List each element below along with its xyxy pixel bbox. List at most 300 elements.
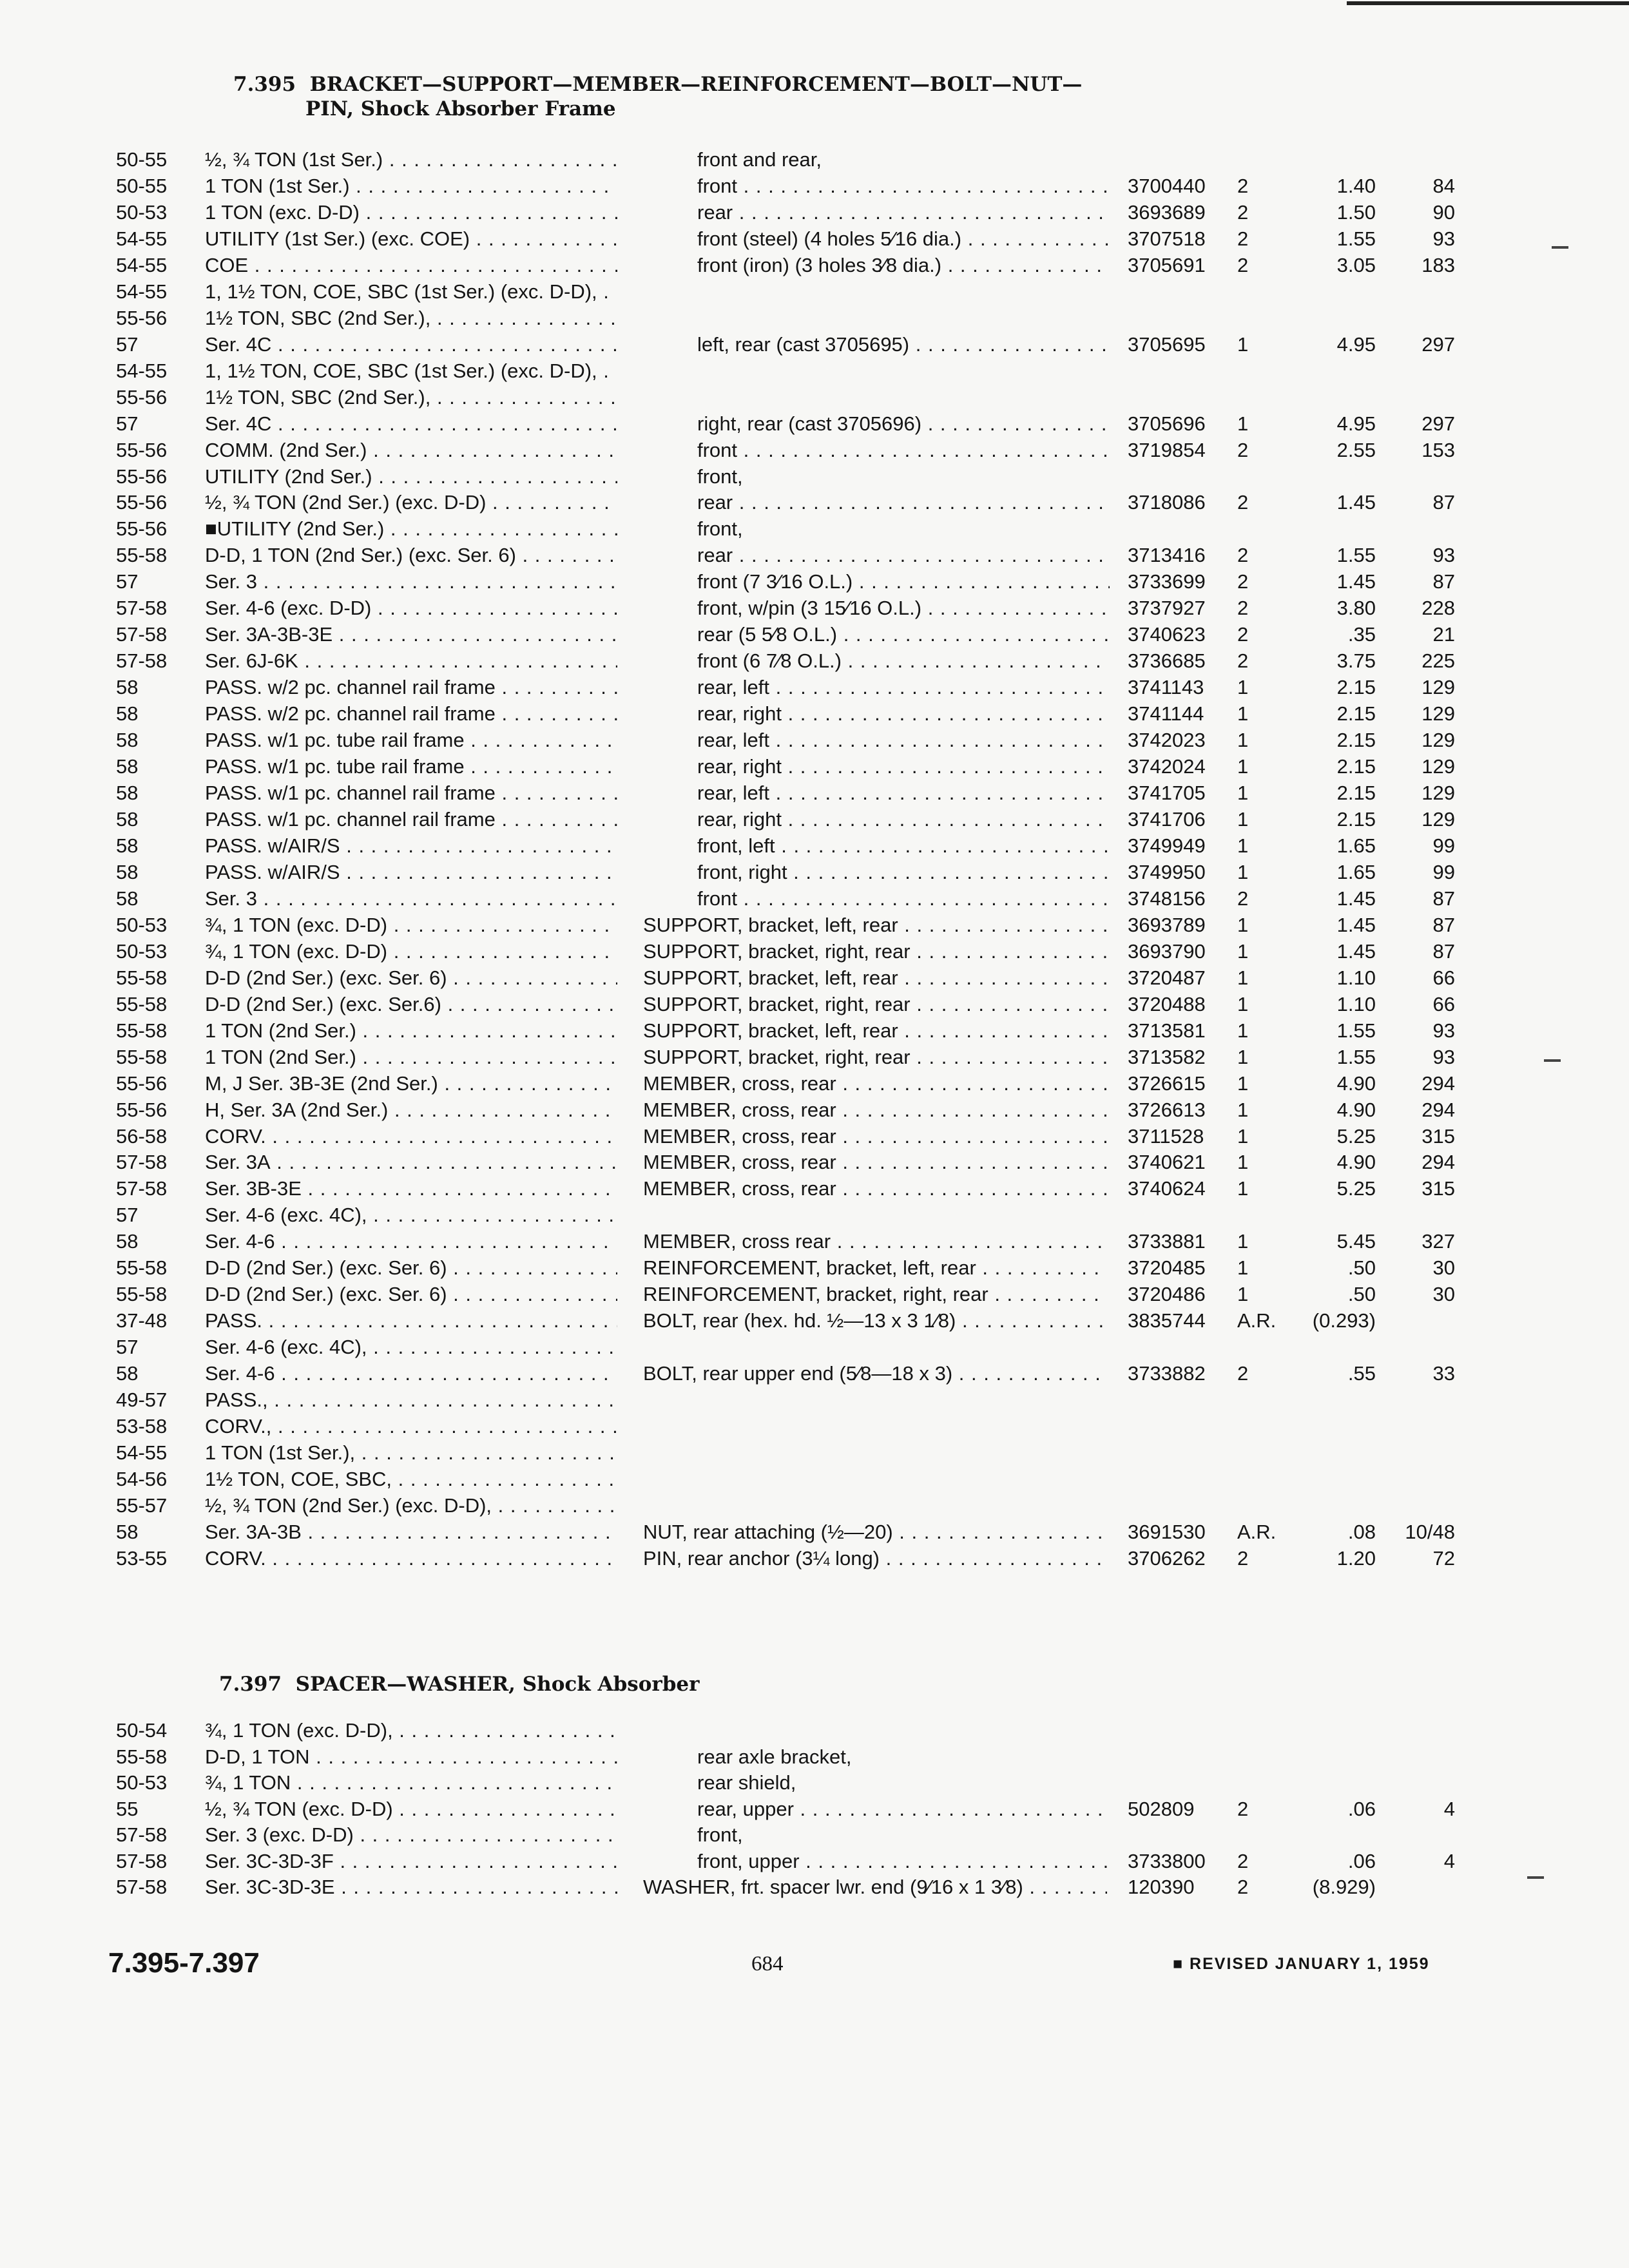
quantity: 1 — [1237, 1151, 1249, 1173]
model-description: Ser. 4-6 (exc. 4C), . . . — [205, 1334, 617, 1360]
part-number: 3749950 — [1128, 861, 1206, 883]
list-price: 4.95 — [1336, 412, 1376, 435]
part-number: 3740623 — [1128, 623, 1206, 646]
part-number: 120390 — [1128, 1876, 1195, 1898]
package-quantity: 10/48 — [1405, 1521, 1455, 1543]
part-description: rear axle bracket, — [697, 1745, 852, 1768]
list-price: 2.15 — [1336, 676, 1376, 698]
model-description: Ser. 3C-3D-3F . . . — [205, 1849, 617, 1874]
list-price: 4.90 — [1336, 1151, 1376, 1173]
part-description: MEMBER, cross, rear . . . — [643, 1097, 1107, 1123]
quantity: 2 — [1237, 887, 1249, 910]
quantity: 1 — [1237, 1177, 1249, 1200]
part-number: 3740624 — [1128, 1177, 1206, 1200]
year-range: 55-56 — [116, 491, 168, 514]
table-row — [0, 279, 1629, 305]
part-description: MEMBER, cross, rear . . . — [643, 1124, 1107, 1149]
year-range: 57-58 — [116, 1823, 168, 1846]
year-range: 55-58 — [116, 1256, 168, 1279]
part-number: 3726613 — [1128, 1099, 1206, 1121]
table-row — [0, 992, 1629, 1017]
year-range: 58 — [116, 1521, 139, 1543]
list-price: 2.15 — [1336, 808, 1376, 831]
part-number: 3693689 — [1128, 201, 1206, 224]
part-number: 3691530 — [1128, 1521, 1206, 1543]
table-row — [0, 543, 1629, 568]
table-row — [0, 305, 1629, 331]
year-range: 57-58 — [116, 623, 168, 646]
model-description: 1 TON (2nd Ser.) . . . — [205, 1044, 617, 1070]
list-price: 1.45 — [1336, 940, 1376, 963]
model-description: ½, ¾ TON (2nd Ser.) (exc. D-D), . . . — [205, 1493, 617, 1519]
package-quantity: 93 — [1432, 227, 1455, 250]
model-description: D-D, 1 TON . . . — [205, 1744, 617, 1770]
package-quantity: 315 — [1422, 1125, 1455, 1148]
quantity: 2 — [1237, 1362, 1249, 1385]
quantity: 2 — [1237, 1850, 1249, 1872]
model-description: Ser. 4-6 . . . — [205, 1229, 617, 1254]
year-range: 54-55 — [116, 280, 168, 303]
quantity: 2 — [1237, 570, 1249, 593]
part-number: 3835744 — [1128, 1309, 1206, 1332]
package-quantity: 129 — [1422, 702, 1455, 725]
year-range: 55-58 — [116, 544, 168, 566]
year-range: 57-58 — [116, 649, 168, 672]
package-quantity: 297 — [1422, 412, 1455, 435]
quantity: 1 — [1237, 782, 1249, 804]
table-row — [0, 437, 1629, 463]
package-quantity: 93 — [1432, 1046, 1455, 1068]
part-number: 3726615 — [1128, 1072, 1206, 1095]
part-description: front, w/pin (3 15⁄16 O.L.) . . . — [697, 595, 1110, 621]
part-description: rear, upper . . . — [697, 1796, 1110, 1822]
year-range: 55-57 — [116, 1494, 168, 1517]
table-row — [0, 648, 1629, 674]
package-quantity: 183 — [1422, 254, 1455, 276]
margin-mark — [1544, 1059, 1561, 1062]
year-range: 58 — [116, 861, 139, 883]
quantity: 2 — [1237, 175, 1249, 197]
part-number: 3711528 — [1128, 1125, 1204, 1148]
package-quantity: 129 — [1422, 808, 1455, 831]
part-number: 3748156 — [1128, 887, 1206, 910]
part-description: rear shield, — [697, 1771, 796, 1794]
model-description: Ser. 3 . . . — [205, 886, 617, 912]
table-row — [0, 1493, 1629, 1519]
table-row — [0, 464, 1629, 490]
part-description: front (steel) (4 holes 5⁄16 dia.) . . . — [697, 226, 1110, 252]
part-number: 3749949 — [1128, 834, 1206, 857]
list-price: 3.75 — [1336, 649, 1376, 672]
year-range: 54-55 — [116, 227, 168, 250]
part-number: 3733882 — [1128, 1362, 1206, 1385]
part-description: front (iron) (3 holes 3⁄8 dia.) . . . — [697, 253, 1110, 278]
quantity: 2 — [1237, 227, 1249, 250]
section-number: 7.395 — [233, 73, 296, 96]
model-description: PASS. w/AIR/S . . . — [205, 860, 617, 885]
section-heading: SPACER—WASHER, Shock Absorber — [295, 1673, 700, 1696]
quantity: 1 — [1237, 1230, 1249, 1253]
quantity: 1 — [1237, 834, 1249, 857]
list-price: 5.45 — [1336, 1230, 1376, 1253]
part-number: 3700440 — [1128, 175, 1206, 197]
part-description: rear, left . . . — [697, 727, 1110, 753]
list-price: 5.25 — [1336, 1125, 1376, 1148]
year-range: 55-58 — [116, 993, 168, 1015]
table-row — [0, 860, 1629, 885]
table-row — [0, 1744, 1629, 1770]
list-price: 1.10 — [1336, 966, 1376, 989]
quantity: A.R. — [1237, 1309, 1277, 1332]
part-description: front, upper . . . — [697, 1849, 1110, 1874]
table-row — [0, 1519, 1629, 1545]
footer-revised-date: ■ REVISED JANUARY 1, 1959 — [1173, 1955, 1430, 1973]
model-description: UTILITY (2nd Ser.) . . . — [205, 464, 617, 490]
table-row — [0, 1255, 1629, 1281]
year-range: 58 — [116, 887, 139, 910]
model-description: ¾, 1 TON (exc. D-D), . . . — [205, 1718, 617, 1744]
package-quantity: 87 — [1432, 914, 1455, 936]
section-title-7-397 — [219, 1672, 699, 1696]
quantity: 1 — [1237, 1046, 1249, 1068]
part-description: front, — [697, 465, 743, 488]
list-price: 2.15 — [1336, 702, 1376, 725]
part-number: 3733800 — [1128, 1850, 1206, 1872]
table-row — [0, 1202, 1629, 1228]
part-description: rear (5 5⁄8 O.L.) . . . — [697, 622, 1110, 648]
part-number: 3693789 — [1128, 914, 1206, 936]
year-range: 56-58 — [116, 1125, 168, 1148]
table-row — [0, 147, 1629, 173]
quantity: 2 — [1237, 544, 1249, 566]
table-row — [0, 1334, 1629, 1360]
part-description: left, rear (cast 3705695) . . . — [697, 332, 1110, 358]
package-quantity: 93 — [1432, 1019, 1455, 1042]
year-range: 37-48 — [116, 1309, 168, 1332]
table-row — [0, 595, 1629, 621]
package-quantity: 99 — [1432, 861, 1455, 883]
table-row — [0, 833, 1629, 859]
table-row — [0, 727, 1629, 753]
year-range: 57-58 — [116, 1850, 168, 1872]
model-description: Ser. 4C . . . — [205, 411, 617, 437]
package-quantity: 228 — [1422, 597, 1455, 619]
table-row — [0, 1414, 1629, 1439]
year-range: 58 — [116, 702, 139, 725]
year-range: 55 — [116, 1798, 139, 1820]
table-row — [0, 675, 1629, 700]
package-quantity: 72 — [1432, 1547, 1455, 1570]
year-range: 57 — [116, 570, 139, 593]
quantity: 1 — [1237, 1125, 1249, 1148]
year-range: 58 — [116, 808, 139, 831]
year-range: 55-58 — [116, 1046, 168, 1068]
quantity: 2 — [1237, 439, 1249, 461]
model-description: D-D (2nd Ser.) (exc. Ser. 6) . . . — [205, 965, 617, 991]
model-description: 1 TON (1st Ser.) . . . — [205, 173, 617, 199]
model-description: PASS. w/1 pc. tube rail frame . . . — [205, 754, 617, 780]
model-description: Ser. 3B-3E . . . — [205, 1176, 617, 1202]
part-number: 3733881 — [1128, 1230, 1206, 1253]
list-price: 5.25 — [1336, 1177, 1376, 1200]
model-description: Ser. 4-6 . . . — [205, 1361, 617, 1387]
list-price: 1.55 — [1336, 227, 1376, 250]
part-description: rear, right . . . — [697, 754, 1110, 780]
list-price: .06 — [1347, 1798, 1376, 1820]
model-description: D-D, 1 TON (2nd Ser.) (exc. Ser. 6) . . . — [205, 543, 617, 568]
year-range: 50-53 — [116, 914, 168, 936]
part-description: MEMBER, cross, rear . . . — [643, 1071, 1107, 1097]
model-description: PASS., . . . — [205, 1387, 617, 1413]
table-row — [0, 807, 1629, 832]
package-quantity: 33 — [1432, 1362, 1455, 1385]
year-range: 57 — [116, 1336, 139, 1358]
list-price: 2.15 — [1336, 755, 1376, 778]
part-number: 3720487 — [1128, 966, 1206, 989]
year-range: 58 — [116, 755, 139, 778]
table-row — [0, 1176, 1629, 1202]
quantity: 2 — [1237, 597, 1249, 619]
part-description: front, — [697, 1823, 743, 1846]
year-range: 50-53 — [116, 201, 168, 224]
table-row — [0, 173, 1629, 199]
table-row — [0, 1874, 1629, 1900]
model-description: PASS. w/AIR/S . . . — [205, 833, 617, 859]
part-number: 3741144 — [1128, 702, 1204, 725]
part-description: rear, right . . . — [697, 807, 1110, 832]
table-row — [0, 939, 1629, 965]
part-number: 3720485 — [1128, 1256, 1206, 1279]
model-description: 1½ TON, SBC (2nd Ser.), . . . — [205, 305, 617, 331]
model-description: Ser. 6J-6K . . . — [205, 648, 617, 674]
model-description: 1½ TON, SBC (2nd Ser.), . . . — [205, 385, 617, 410]
list-price: 4.90 — [1336, 1072, 1376, 1095]
model-description: D-D (2nd Ser.) (exc. Ser. 6) . . . — [205, 1282, 617, 1307]
section-title-7-395 — [233, 72, 1082, 121]
part-number: 3705696 — [1128, 412, 1206, 435]
page-footer — [0, 1947, 1629, 1984]
part-number: 3720486 — [1128, 1283, 1206, 1305]
quantity: 1 — [1237, 966, 1249, 989]
model-description: ¾, 1 TON (exc. D-D) . . . — [205, 912, 617, 938]
table-row — [0, 1097, 1629, 1123]
year-range: 50-55 — [116, 175, 168, 197]
table-row — [0, 1718, 1629, 1744]
part-number: 3713582 — [1128, 1046, 1206, 1068]
model-description: 1, 1½ TON, COE, SBC (1st Ser.) (exc. D-D), . . . — [205, 279, 617, 305]
part-description: front (6 7⁄8 O.L.) . . . — [697, 648, 1110, 674]
table-row — [0, 1466, 1629, 1492]
model-description: COMM. (2nd Ser.) . . . — [205, 437, 617, 463]
section-number: 7.397 — [219, 1673, 282, 1696]
package-quantity: 225 — [1422, 649, 1455, 672]
package-quantity: 90 — [1432, 201, 1455, 224]
package-quantity: 84 — [1432, 175, 1455, 197]
part-number: 3707518 — [1128, 227, 1206, 250]
package-quantity: 327 — [1422, 1230, 1455, 1253]
part-description: front . . . — [697, 886, 1110, 912]
quantity: 1 — [1237, 676, 1249, 698]
part-description: PIN, rear anchor (3¼ long) . . . — [643, 1546, 1107, 1571]
table-row — [0, 1796, 1629, 1822]
quantity: 1 — [1237, 1283, 1249, 1305]
list-price: .08 — [1347, 1521, 1376, 1543]
table-row — [0, 1018, 1629, 1044]
table-row — [0, 912, 1629, 938]
year-range: 58 — [116, 782, 139, 804]
model-description: 1½ TON, COE, SBC, . . . — [205, 1466, 617, 1492]
package-quantity: 294 — [1422, 1151, 1455, 1173]
model-description: ½, ¾ TON (2nd Ser.) (exc. D-D) . . . — [205, 490, 617, 515]
part-description: MEMBER, cross, rear . . . — [643, 1176, 1107, 1202]
quantity: 1 — [1237, 412, 1249, 435]
list-price: 1.55 — [1336, 544, 1376, 566]
package-quantity: 99 — [1432, 834, 1455, 857]
section-heading: BRACKET—SUPPORT—MEMBER—REINFORCEMENT—BOLT—NUT— — [309, 73, 1083, 96]
table-row — [0, 516, 1629, 542]
table-row — [0, 411, 1629, 437]
table-row — [0, 1282, 1629, 1307]
part-number: 3741143 — [1128, 676, 1204, 698]
part-number: 3737927 — [1128, 597, 1206, 619]
year-range: 55-58 — [116, 966, 168, 989]
year-range: 55-56 — [116, 1099, 168, 1121]
model-description: CORV., . . . — [205, 1414, 617, 1439]
margin-mark — [1527, 1876, 1544, 1879]
table-row — [0, 965, 1629, 991]
package-quantity: 294 — [1422, 1099, 1455, 1121]
list-price: 4.95 — [1336, 333, 1376, 356]
table-row — [0, 358, 1629, 384]
year-range: 57-58 — [116, 597, 168, 619]
model-description: ■UTILITY (2nd Ser.) . . . — [205, 516, 617, 542]
table-row — [0, 1361, 1629, 1387]
year-range: 55-56 — [116, 439, 168, 461]
list-price: 1.65 — [1336, 861, 1376, 883]
package-quantity: 294 — [1422, 1072, 1455, 1095]
part-description: REINFORCEMENT, bracket, right, rear . . . — [643, 1282, 1107, 1307]
package-quantity: 87 — [1432, 940, 1455, 963]
model-description: Ser. 3 . . . — [205, 569, 617, 595]
part-description: SUPPORT, bracket, right, rear . . . — [643, 992, 1107, 1017]
part-number: 502809 — [1128, 1798, 1195, 1820]
quantity: 2 — [1237, 1798, 1249, 1820]
list-price: .55 — [1347, 1362, 1376, 1385]
part-number: 3693790 — [1128, 940, 1206, 963]
model-description: PASS. w/1 pc. channel rail frame . . . — [205, 807, 617, 832]
list-price: 2.55 — [1336, 439, 1376, 461]
table-row — [0, 1308, 1629, 1334]
model-description: Ser. 3 (exc. D-D) . . . — [205, 1822, 617, 1848]
list-price: 1.55 — [1336, 1046, 1376, 1068]
model-description: COE . . . — [205, 253, 617, 278]
year-range: 55-56 — [116, 465, 168, 488]
package-quantity: 4 — [1443, 1850, 1455, 1872]
list-price: 1.65 — [1336, 834, 1376, 857]
part-description: rear . . . — [697, 543, 1110, 568]
year-range: 58 — [116, 729, 139, 751]
quantity: 1 — [1237, 1099, 1249, 1121]
year-range: 53-58 — [116, 1415, 168, 1437]
table-row — [0, 622, 1629, 648]
list-price: 1.20 — [1336, 1547, 1376, 1570]
package-quantity: 87 — [1432, 570, 1455, 593]
part-number: 3705695 — [1128, 333, 1206, 356]
list-price: 1.45 — [1336, 887, 1376, 910]
package-quantity: 30 — [1432, 1256, 1455, 1279]
model-description: Ser. 3A-3B . . . — [205, 1519, 617, 1545]
package-quantity: 30 — [1432, 1283, 1455, 1305]
table-row — [0, 569, 1629, 595]
quantity: 1 — [1237, 333, 1249, 356]
model-description: ½, ¾ TON (exc. D-D) . . . — [205, 1796, 617, 1822]
year-range: 54-56 — [116, 1468, 168, 1490]
part-description: REINFORCEMENT, bracket, left, rear . . . — [643, 1255, 1107, 1281]
list-price: .35 — [1347, 623, 1376, 646]
part-number: 3742024 — [1128, 755, 1206, 778]
table-row — [0, 754, 1629, 780]
year-range: 58 — [116, 676, 139, 698]
part-description: front, right . . . — [697, 860, 1110, 885]
table-row — [0, 253, 1629, 278]
part-description: SUPPORT, bracket, left, rear . . . — [643, 912, 1107, 938]
part-description: front, left . . . — [697, 833, 1110, 859]
package-quantity: 129 — [1422, 676, 1455, 698]
table-row — [0, 1822, 1629, 1848]
quantity: 2 — [1237, 623, 1249, 646]
part-description: BOLT, rear upper end (5⁄8—18 x 3) . . . — [643, 1361, 1107, 1387]
part-description: WASHER, frt. spacer lwr. end (9⁄16 x 1 3⁄8) . . . — [643, 1874, 1107, 1900]
package-quantity: 129 — [1422, 782, 1455, 804]
package-quantity: 87 — [1432, 887, 1455, 910]
model-description: 1 TON (exc. D-D) . . . — [205, 200, 617, 226]
year-range: 57 — [116, 333, 139, 356]
section-subheading: PIN, Shock Absorber Frame — [305, 97, 616, 120]
part-description: MEMBER, cross rear . . . — [643, 1229, 1107, 1254]
footer-page-number: 684 — [751, 1952, 784, 1975]
part-description: rear, right . . . — [697, 701, 1110, 727]
part-number: 3705691 — [1128, 254, 1206, 276]
table-row — [0, 332, 1629, 358]
package-quantity: 315 — [1422, 1177, 1455, 1200]
part-number: 3736685 — [1128, 649, 1206, 672]
quantity: 1 — [1237, 914, 1249, 936]
model-description: ½, ¾ TON (1st Ser.) . . . — [205, 147, 617, 173]
part-description: BOLT, rear (hex. hd. ½—13 x 3 1⁄8) . . . — [643, 1308, 1107, 1334]
model-description: ¾, 1 TON (exc. D-D) . . . — [205, 939, 617, 965]
year-range: 50-53 — [116, 1771, 168, 1794]
part-number: 3720488 — [1128, 993, 1206, 1015]
list-price: 1.55 — [1336, 1019, 1376, 1042]
quantity: 2 — [1237, 1547, 1249, 1570]
year-range: 54-55 — [116, 360, 168, 382]
model-description: Ser. 4-6 (exc. 4C), . . . — [205, 1202, 617, 1228]
model-description: D-D (2nd Ser.) (exc. Ser.6) . . . — [205, 992, 617, 1017]
part-description: SUPPORT, bracket, left, rear . . . — [643, 965, 1107, 991]
quantity: 1 — [1237, 755, 1249, 778]
table-row — [0, 1849, 1629, 1874]
table-row — [0, 490, 1629, 515]
quantity: A.R. — [1237, 1521, 1277, 1543]
part-description: rear, left . . . — [697, 780, 1110, 806]
list-price: (8.929) — [1312, 1876, 1376, 1898]
model-description: 1 TON (2nd Ser.) . . . — [205, 1018, 617, 1044]
table-row — [0, 1440, 1629, 1466]
year-range: 55-56 — [116, 1072, 168, 1095]
part-number: 3733699 — [1128, 570, 1206, 593]
quantity: 1 — [1237, 808, 1249, 831]
table-row — [0, 385, 1629, 410]
